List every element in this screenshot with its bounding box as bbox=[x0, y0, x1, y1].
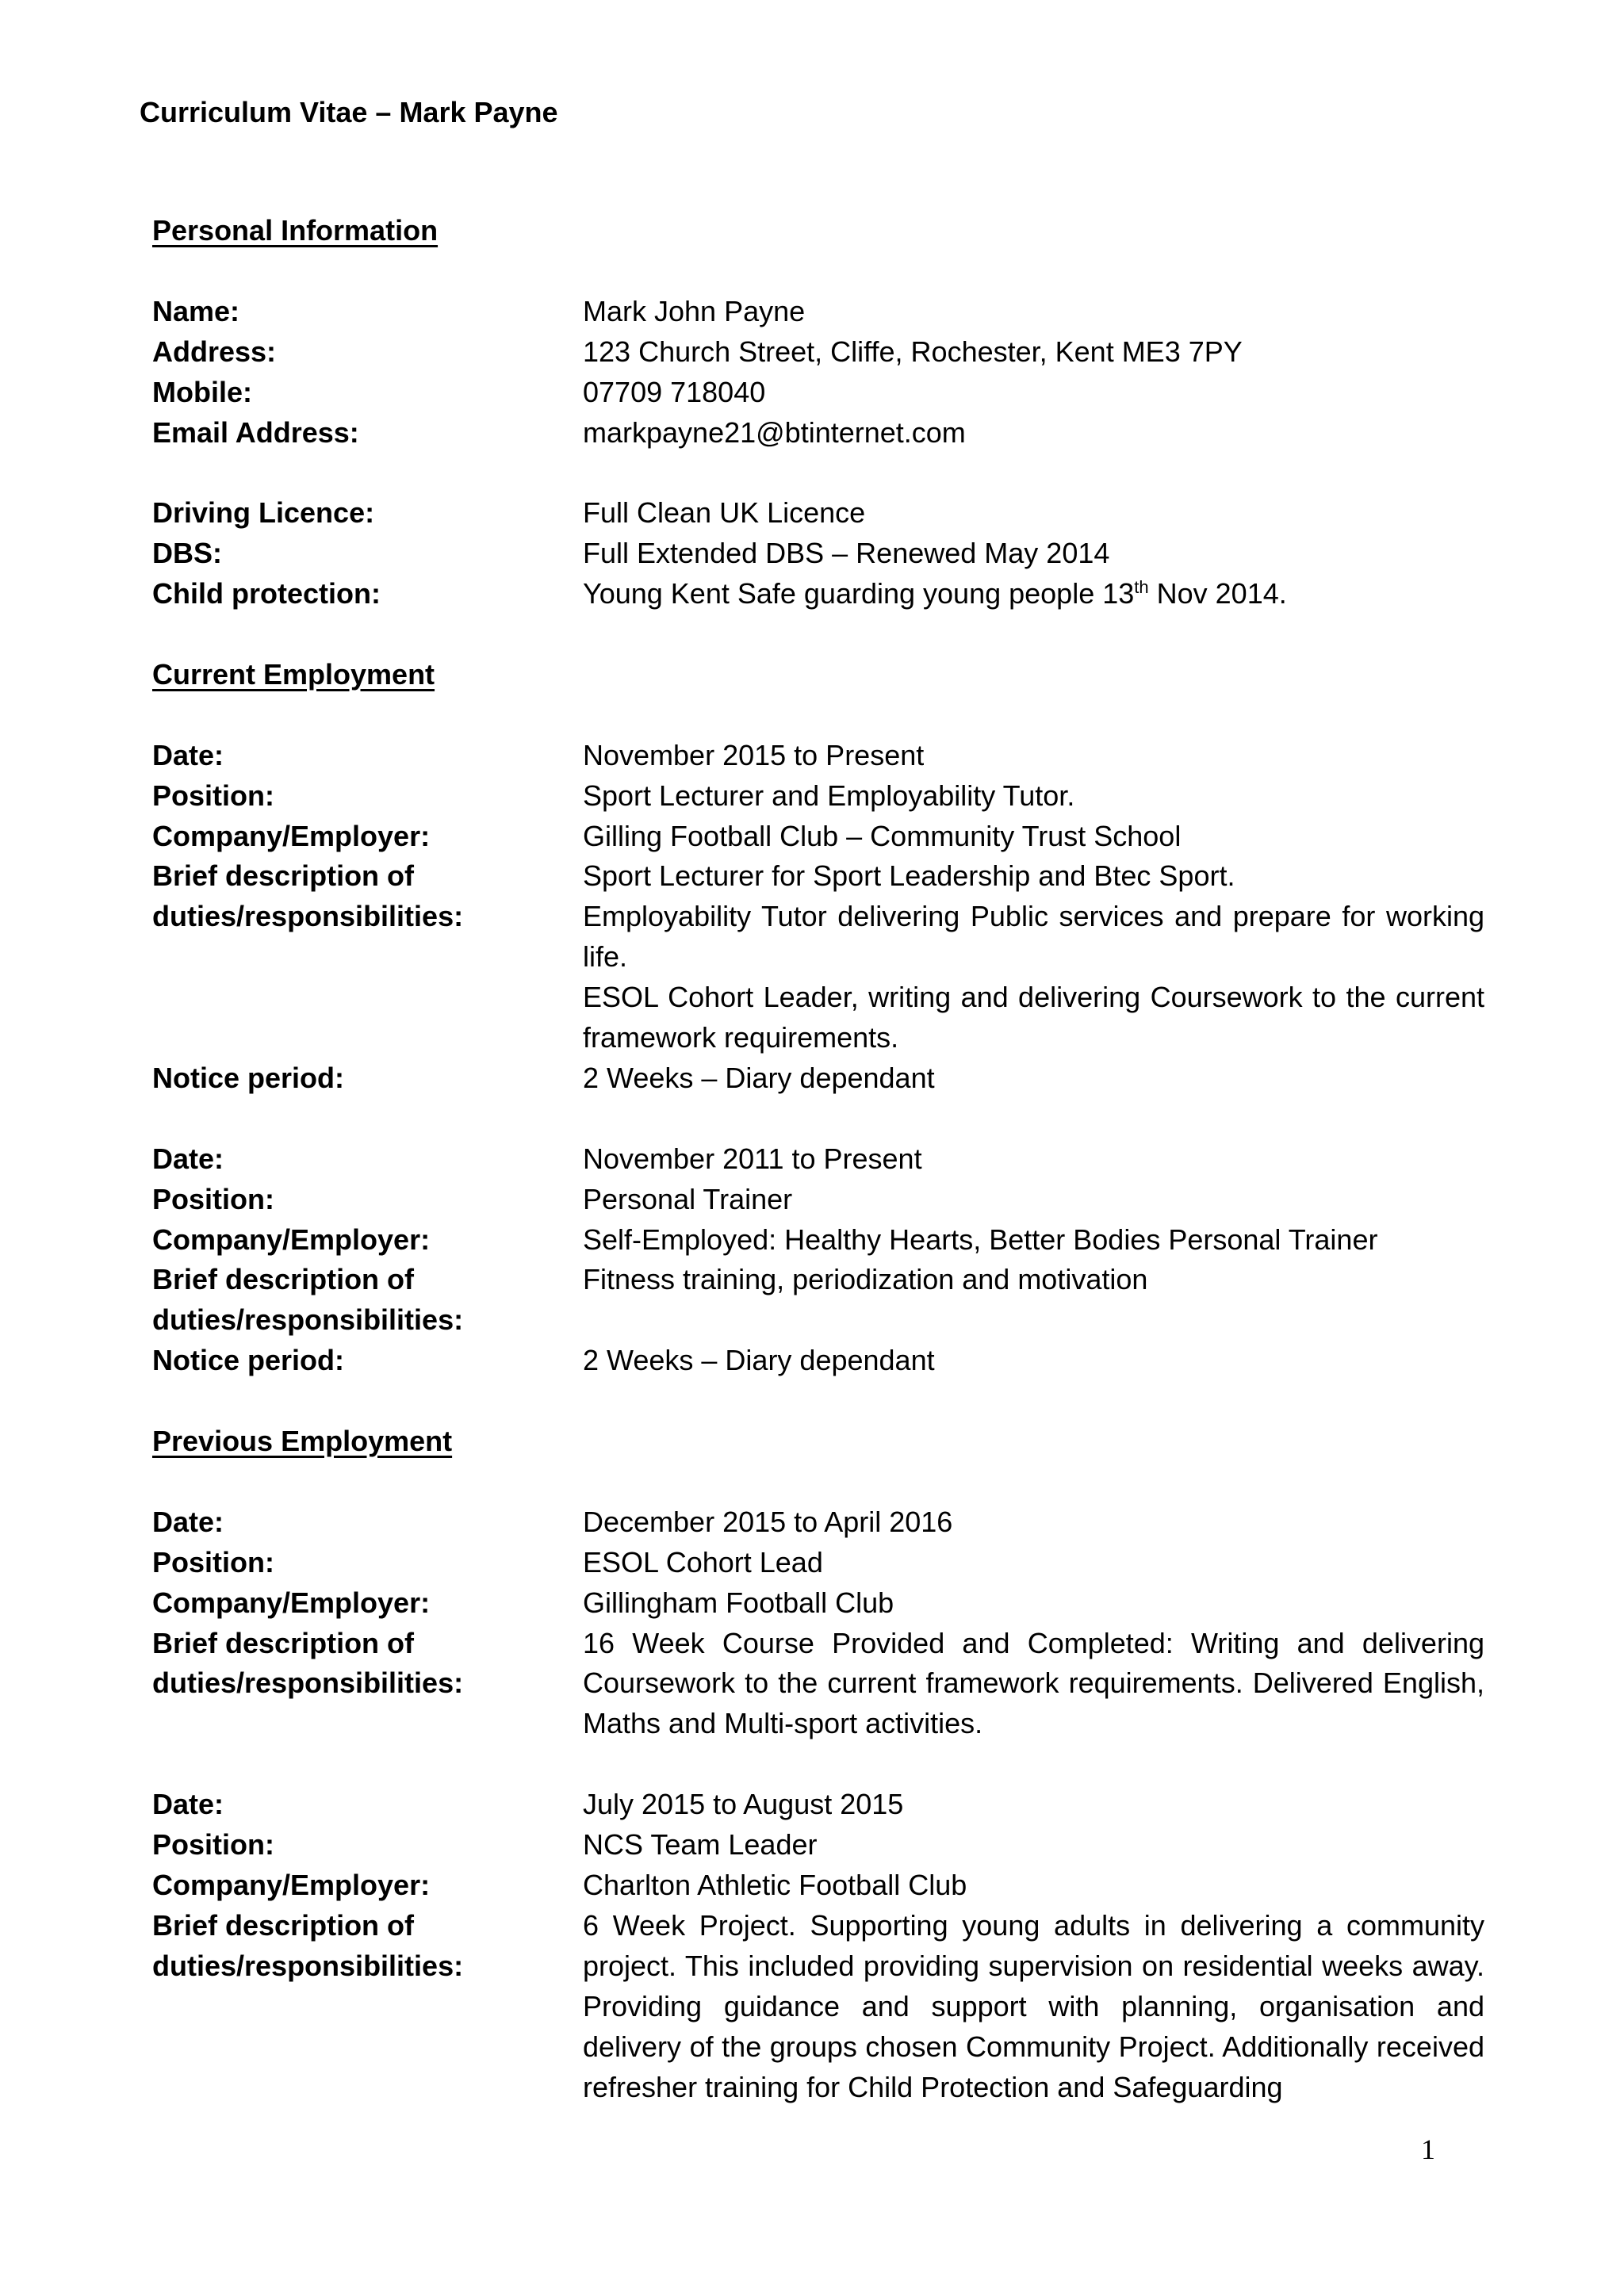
description-label-line1: Brief description of bbox=[152, 859, 415, 893]
previous-job1-position-row bbox=[152, 1543, 1484, 1583]
mobile-row bbox=[152, 373, 1484, 413]
current-job2-date-row bbox=[152, 1139, 1484, 1180]
previous-job2-position-row bbox=[152, 1825, 1484, 1866]
name-label: Name: bbox=[152, 294, 240, 327]
description-label-line1: Brief description of bbox=[152, 1626, 415, 1659]
description-value: Fitness training, periodization and motivation bbox=[583, 1263, 1148, 1296]
description-value: 16 Week Course Provided and Completed: Writing and delivering Coursework to the current framework requirements. Delivered English, Maths and Multi-sport activities. bbox=[583, 1626, 1484, 1740]
current-job1-company-row bbox=[152, 817, 1484, 857]
child-protection-label: Child protection: bbox=[152, 577, 381, 610]
cv-content bbox=[152, 211, 1484, 2107]
position-value: Personal Trainer bbox=[583, 1182, 793, 1215]
notice-value: 2 Weeks – Diary dependant bbox=[583, 1061, 935, 1094]
current-job2-company-row bbox=[152, 1220, 1484, 1261]
company-label: Company/Employer: bbox=[152, 819, 431, 852]
current-job1-notice-row bbox=[152, 1058, 1484, 1099]
document-title: Curriculum Vitae – Mark Payne bbox=[140, 96, 558, 128]
notice-label: Notice period: bbox=[152, 1344, 345, 1377]
description-paragraph: Employability Tutor delivering Public services and prepare for working life. bbox=[583, 900, 1484, 974]
dbs-row bbox=[152, 534, 1484, 574]
position-value: Sport Lecturer and Employability Tutor. bbox=[583, 779, 1075, 812]
child-protection-text: Young Kent Safe guarding young people 13 bbox=[583, 577, 1135, 610]
description-value bbox=[583, 856, 1484, 1058]
previous-job2-description-row bbox=[152, 1906, 1484, 2108]
previous-job2-date-row bbox=[152, 1785, 1484, 1825]
previous-job1-description-row bbox=[152, 1624, 1484, 1745]
date-label: Date: bbox=[152, 1505, 224, 1538]
company-value: Gillingham Football Club bbox=[583, 1586, 894, 1619]
child-protection-value bbox=[583, 574, 1484, 614]
driving-licence-row bbox=[152, 493, 1484, 534]
address-row bbox=[152, 332, 1484, 373]
description-label bbox=[152, 1260, 583, 1341]
mobile-value: 07709 718040 bbox=[583, 375, 766, 408]
company-value: Gilling Football Club – Community Trust School bbox=[583, 819, 1182, 852]
description-label-line2: duties/responsibilities: bbox=[152, 1667, 464, 1700]
mobile-label: Mobile: bbox=[152, 375, 252, 408]
previous-job2-company-row bbox=[152, 1866, 1484, 1906]
current-job2-notice-row bbox=[152, 1341, 1484, 1381]
description-label-line2: duties/responsibilities: bbox=[152, 900, 464, 933]
company-label: Company/Employer: bbox=[152, 1868, 431, 1901]
company-value: Self-Employed: Healthy Hearts, Better Bodies Personal Trainer bbox=[583, 1223, 1378, 1256]
company-value: Charlton Athletic Football Club bbox=[583, 1868, 967, 1901]
description-label-line1: Brief description of bbox=[152, 1908, 415, 1942]
date-value: November 2015 to Present bbox=[583, 738, 925, 771]
position-value: NCS Team Leader bbox=[583, 1828, 818, 1862]
company-label: Company/Employer: bbox=[152, 1586, 431, 1619]
position-label: Position: bbox=[152, 779, 274, 812]
current-job1-position-row bbox=[152, 776, 1484, 817]
current-job1-description-row bbox=[152, 856, 1484, 1058]
ordinal-suffix: th bbox=[1134, 577, 1149, 598]
description-line: Sport Lecturer for Sport Leadership and Btec Sport. bbox=[583, 859, 1235, 893]
email-row bbox=[152, 413, 1484, 453]
current-job1-date-row bbox=[152, 736, 1484, 776]
email-label: Email Address: bbox=[152, 415, 359, 449]
name-row bbox=[152, 292, 1484, 332]
email-value: markpayne21@btinternet.com bbox=[583, 415, 966, 449]
driving-licence-value: Full Clean UK Licence bbox=[583, 496, 866, 530]
description-label bbox=[152, 856, 583, 1058]
date-value: July 2015 to August 2015 bbox=[583, 1788, 904, 1821]
description-label-line1: Brief description of bbox=[152, 1263, 415, 1296]
personal-information-heading: Personal Information bbox=[152, 214, 439, 247]
description-label bbox=[152, 1624, 583, 1745]
notice-value: 2 Weeks – Diary dependant bbox=[583, 1344, 935, 1377]
dbs-value: Full Extended DBS – Renewed May 2014 bbox=[583, 537, 1110, 570]
current-job2-position-row bbox=[152, 1180, 1484, 1220]
date-label: Date: bbox=[152, 738, 224, 771]
date-label: Date: bbox=[152, 1788, 224, 1821]
name-value: Mark John Payne bbox=[583, 294, 806, 327]
description-label bbox=[152, 1906, 583, 2108]
description-label-line2: duties/responsibilities: bbox=[152, 1949, 464, 1982]
child-protection-text-end: Nov 2014. bbox=[1148, 577, 1287, 610]
description-label-line2: duties/responsibilities: bbox=[152, 1303, 464, 1337]
description-value: 6 Week Project. Supporting young adults in delivering a community project. This included providing supervision on residential weeks away. Providing guidance and support with planning, organisation and delivery of the groups chosen Community Project. Additionally received refresher training for Child Protection and Safeguarding bbox=[583, 1908, 1484, 2103]
date-value: November 2011 to Present bbox=[583, 1142, 922, 1175]
position-label: Position: bbox=[152, 1182, 274, 1215]
previous-employment-heading: Previous Employment bbox=[152, 1425, 453, 1458]
address-label: Address: bbox=[152, 335, 277, 368]
position-label: Position: bbox=[152, 1545, 274, 1578]
date-label: Date: bbox=[152, 1142, 224, 1175]
address-value: 123 Church Street, Cliffe, Rochester, Kent ME3 7PY bbox=[583, 335, 1243, 368]
current-job2-description-row bbox=[152, 1260, 1484, 1341]
current-employment-heading: Current Employment bbox=[152, 657, 435, 691]
date-value: December 2015 to April 2016 bbox=[583, 1505, 953, 1538]
dbs-label: DBS: bbox=[152, 537, 222, 570]
position-value: ESOL Cohort Lead bbox=[583, 1545, 823, 1578]
company-label: Company/Employer: bbox=[152, 1223, 431, 1256]
page-number: 1 bbox=[1421, 2133, 1435, 2165]
child-protection-row bbox=[152, 574, 1484, 614]
driving-licence-label: Driving Licence: bbox=[152, 496, 375, 530]
notice-label: Notice period: bbox=[152, 1061, 345, 1094]
position-label: Position: bbox=[152, 1828, 274, 1862]
previous-job1-company-row bbox=[152, 1583, 1484, 1624]
description-paragraph: ESOL Cohort Leader, writing and delivering Coursework to the current framework requirements. bbox=[583, 981, 1484, 1054]
previous-job1-date-row bbox=[152, 1502, 1484, 1543]
